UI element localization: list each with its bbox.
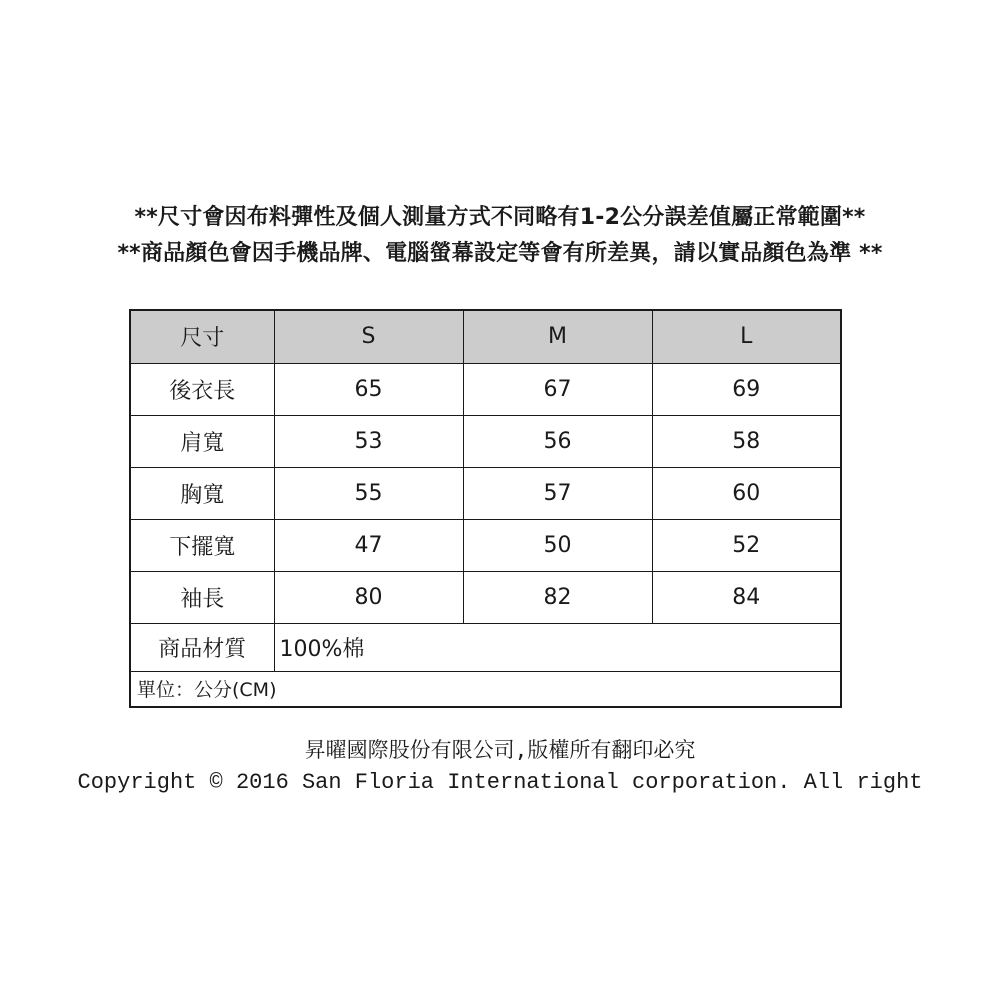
cell-value-l: 84 [652, 571, 841, 623]
header-label-cell: 尺寸 [130, 310, 274, 363]
table-row [130, 363, 841, 415]
material-value: 100%棉 [274, 623, 841, 671]
header-size-s: S [274, 310, 463, 363]
cell-value-l: 60 [652, 467, 841, 519]
material-row [130, 623, 841, 671]
cell-value-m: 57 [463, 467, 652, 519]
unit-note: 單位：公分(CM) [130, 671, 841, 707]
table-row [130, 519, 841, 571]
table-row [130, 571, 841, 623]
size-chart-table [129, 309, 842, 708]
header-size-l: L [652, 310, 841, 363]
cell-value-m: 67 [463, 363, 652, 415]
cell-value-m: 50 [463, 519, 652, 571]
row-label: 胸寬 [130, 467, 274, 519]
cell-value-s: 65 [274, 363, 463, 415]
copyright-line: Copyright © 2016 San Floria International corporation. All right [77, 770, 923, 795]
row-label: 後衣長 [130, 363, 274, 415]
table-row [130, 467, 841, 519]
note-color-difference: **商品顏色會因手機品牌、電腦螢幕設定等會有所差異，請以實品顏色為準 ** [117, 241, 883, 266]
cell-value-s: 53 [274, 415, 463, 467]
size-header-row [130, 310, 841, 363]
row-label: 袖長 [130, 571, 274, 623]
cell-value-s: 80 [274, 571, 463, 623]
cell-value-l: 52 [652, 519, 841, 571]
cell-value-s: 47 [274, 519, 463, 571]
material-label: 商品材質 [130, 623, 274, 671]
table-row [130, 415, 841, 467]
header-size-m: M [463, 310, 652, 363]
row-label: 下擺寬 [130, 519, 274, 571]
cell-value-l: 69 [652, 363, 841, 415]
cell-value-m: 82 [463, 571, 652, 623]
row-label: 肩寬 [130, 415, 274, 467]
footer [0, 732, 1000, 798]
cell-value-m: 56 [463, 415, 652, 467]
notes-block [0, 200, 1000, 272]
company-copyright-notice: 昇曜國際股份有限公司,版權所有翻印必究 [304, 738, 696, 762]
note-measurement-tolerance: **尺寸會因布料彈性及個人測量方式不同略有1-2公分誤差值屬正常範圍** [134, 205, 866, 230]
unit-row [130, 671, 841, 707]
cell-value-s: 55 [274, 467, 463, 519]
cell-value-l: 58 [652, 415, 841, 467]
